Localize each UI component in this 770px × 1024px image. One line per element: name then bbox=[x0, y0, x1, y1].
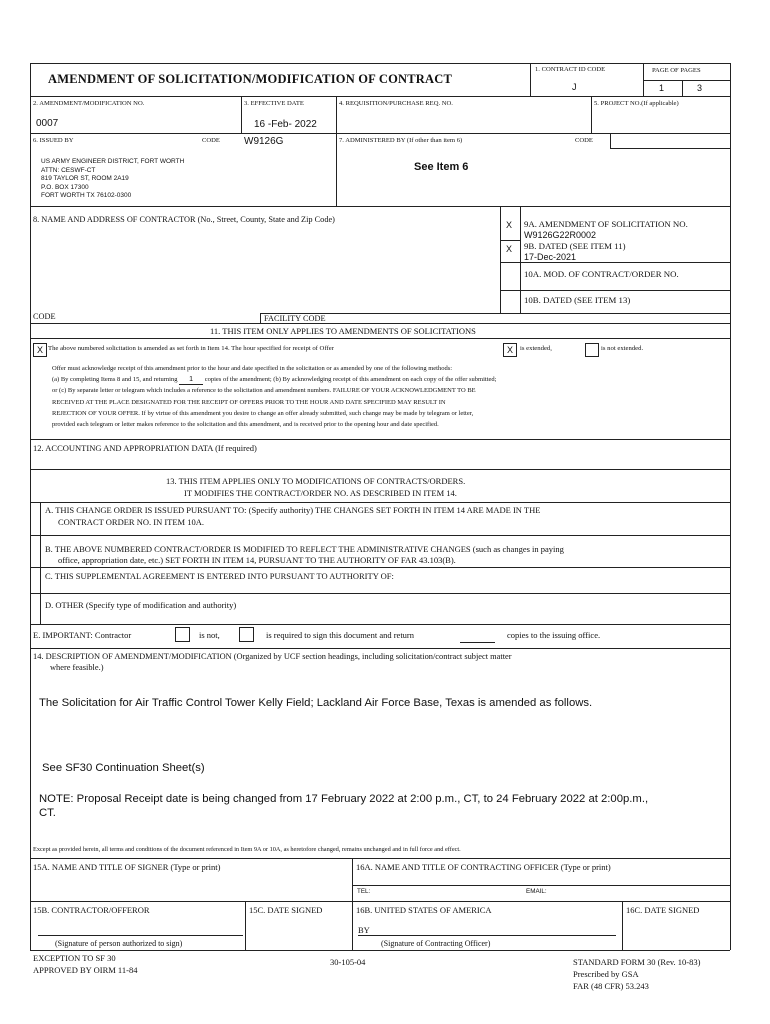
signer-16b-label: 16B. UNITED STATES OF AMERICA bbox=[356, 905, 492, 915]
amendment-no-label: 2. AMENDMENT/MODIFICATION NO. bbox=[33, 100, 145, 107]
effective-date-label: 3. EFFECTIVE DATE bbox=[244, 100, 304, 107]
important-label: E. IMPORTANT: Contractor bbox=[33, 630, 132, 640]
page-number: 1 bbox=[659, 83, 665, 93]
issuer-address bbox=[41, 158, 184, 201]
description-note-2: CT. bbox=[39, 807, 56, 819]
except-clause: Except as provided herein, all terms and conditions of the document referenced in Item 9A or 10A, as heretofore changed, remains unchanged and in full force and effect. bbox=[33, 846, 461, 853]
item-13b-line-2: office, appropriation date, etc.) SET FORTH IN ITEM 14, PURSUANT TO THE AUTHORITY OF FAR 43.103(B). bbox=[58, 555, 456, 565]
issued-code-value: W9126G bbox=[244, 136, 284, 147]
item-9a-label: 9A. AMENDMENT OF SOLICITATION NO. bbox=[524, 219, 688, 229]
item-13d-line: D. OTHER (Specify type of modification and authority) bbox=[45, 600, 237, 610]
instruction-line-copies bbox=[52, 374, 496, 385]
signature-person-caption: (Signature of person authorized to sign) bbox=[55, 939, 183, 948]
tel-label: TEL: bbox=[357, 888, 371, 895]
copies-label: copies to the issuing office. bbox=[507, 630, 601, 640]
amended-checkbox[interactable]: X bbox=[33, 343, 47, 357]
issued-by-label: 6. ISSUED BY bbox=[33, 137, 74, 144]
instruction-line: or (c) By separate letter or telegram which includes a reference to the solicitation and amendment numbers. FAILURE OF YOUR ACKNOWLEDGMENT TO BE bbox=[52, 387, 476, 395]
by-label: BY bbox=[358, 925, 370, 935]
item-10b-label: 10B. DATED (SEE ITEM 13) bbox=[524, 295, 631, 305]
issuer-line: P.O. BOX 17300 bbox=[41, 183, 89, 191]
see-item-6: See Item 6 bbox=[414, 161, 469, 173]
item-14-label-2: where feasible.) bbox=[50, 663, 104, 672]
item-10a-label: 10A. MOD. OF CONTRACT/ORDER NO. bbox=[524, 269, 679, 279]
page-count: 3 bbox=[697, 83, 703, 93]
issuer-line: ATTN: CESWF-CT bbox=[41, 166, 96, 174]
form-title: AMENDMENT OF SOLICITATION/MODIFICATION OF CONTRACT bbox=[48, 72, 453, 86]
signer-15c-label: 15C. DATE SIGNED bbox=[249, 905, 323, 915]
requisition-label: 4. REQUISITION/PURCHASE REQ. NO. bbox=[339, 100, 453, 107]
instruction-text: copies of the amendment; (b) By acknowledging receipt of this amendment on each copy of the offer submitted; bbox=[204, 376, 497, 384]
item-14-label-1: 14. DESCRIPTION OF AMENDMENT/MODIFICATION (Organized by UCF section headings, including solicitation/contract subject matter bbox=[33, 652, 512, 661]
amendment-no-value: 0007 bbox=[36, 118, 59, 129]
amended-text: The above numbered solicitation is amended as set forth in Item 14. The hour specified for receipt of Offer bbox=[48, 345, 334, 352]
not-extended-label: is not extended. bbox=[601, 345, 644, 352]
instruction-line: provided each telegram or letter makes reference to the solicitation and this amendment, and is received prior to the opening hour and date specified. bbox=[52, 421, 439, 429]
facility-code-label: FACILITY CODE bbox=[264, 314, 326, 323]
item-13b-line-1: B. THE ABOVE NUMBERED CONTRACT/ORDER IS MODIFIED TO REFLECT THE ADMINISTRATIVE CHANGES (such as changes in paying bbox=[45, 544, 564, 554]
issuer-line: 819 TAYLOR ST, ROOM 2A19 bbox=[41, 175, 129, 183]
item-9a-value: W9126G22R0002 bbox=[524, 230, 597, 240]
administered-by-label: 7. ADMINISTERED BY (If other than item 6) bbox=[339, 137, 463, 144]
is-not-label: is not, bbox=[199, 630, 220, 640]
issuer-line: US ARMY ENGINEER DISTRICT, FORT WORTH bbox=[41, 158, 185, 165]
contract-id-label: 1. CONTRACT ID CODE bbox=[535, 66, 606, 73]
item-13-heading-2: IT MODIFIES THE CONTRACT/ORDER NO. AS DESCRIBED IN ITEM 14. bbox=[184, 488, 457, 498]
item-12-label: 12. ACCOUNTING AND APPROPRIATION DATA (If required) bbox=[33, 443, 257, 453]
contractor-name-label: 8. NAME AND ADDRESS OF CONTRACTOR (No., Street, County, State and Zip Code) bbox=[33, 215, 335, 224]
far-label: FAR (48 CFR) 53.243 bbox=[573, 981, 649, 991]
prescribed-label: Prescribed by GSA bbox=[573, 969, 639, 979]
copies-field[interactable]: 1 bbox=[179, 376, 203, 385]
issued-code-label: CODE bbox=[202, 137, 220, 144]
instruction-line: RECEIVED AT THE PLACE DESIGNATED FOR THE RECEIPT OF OFFERS PRIOR TO THE HOUR AND DATE SPECIFIED MAY RESULT IN bbox=[52, 398, 446, 406]
item-13-heading-1: 13. THIS ITEM APPLIES ONLY TO MODIFICATIONS OF CONTRACTS/ORDERS. bbox=[166, 476, 466, 486]
signer-15b-label: 15B. CONTRACTOR/OFFEROR bbox=[33, 905, 150, 915]
is-not-checkbox[interactable] bbox=[175, 627, 190, 642]
extended-checkbox[interactable]: X bbox=[503, 343, 517, 357]
exception-note: EXCEPTION TO SF 30 bbox=[33, 953, 116, 963]
instruction-line: REJECTION OF YOUR OFFER. If by virtue of this amendment you desire to change an offer already submitted, such change may be made by telegram or letter, bbox=[52, 409, 474, 417]
form-code: 30-105-04 bbox=[330, 957, 366, 967]
administered-code-label: CODE bbox=[575, 137, 593, 144]
not-extended-checkbox[interactable] bbox=[585, 343, 599, 357]
item-11-heading: 11. THIS ITEM ONLY APPLIES TO AMENDMENTS OF SOLICITATIONS bbox=[210, 326, 476, 336]
signer-16a-label: 16A. NAME AND TITLE OF CONTRACTING OFFICER (Type or print) bbox=[356, 862, 611, 872]
item-9b-value: 17-Dec-2021 bbox=[524, 252, 577, 262]
contractor-code-label: CODE bbox=[33, 312, 56, 321]
signer-15a-label: 15A. NAME AND TITLE OF SIGNER (Type or print) bbox=[33, 862, 221, 872]
item-9b-label: 9B. DATED (SEE ITEM 11) bbox=[524, 241, 626, 251]
approved-note: APPROVED BY OIRM 11-84 bbox=[33, 965, 138, 975]
check-9b: X bbox=[506, 244, 513, 254]
description-body-1: The Solicitation for Air Traffic Control Tower Kelly Field; Lackland Air Force Base, Texas is amended as follows. bbox=[39, 697, 593, 709]
email-label: EMAIL: bbox=[526, 888, 547, 895]
signer-16c-label: 16C. DATE SIGNED bbox=[626, 905, 700, 915]
item-13a-line-1: A. THIS CHANGE ORDER IS ISSUED PURSUANT TO: (Specify authority) THE CHANGES SET FORTH IN ITEM 14 ARE MADE IN THE bbox=[45, 505, 541, 515]
instruction-line: Offer must acknowledge receipt of this amendment prior to the hour and date specified in the solicitation or as amended by one of the following methods: bbox=[52, 365, 453, 372]
contract-id-value: J bbox=[572, 82, 577, 92]
item-11-instructions bbox=[52, 363, 496, 430]
description-note-1: NOTE: Proposal Receipt date is being changed from 17 February 2022 at 2:00 p.m., CT, to 24 February 2022 at 2:00p.m., bbox=[39, 793, 649, 805]
instruction-text: (a) By completing Items 8 and 15, and returning bbox=[52, 376, 178, 384]
extended-label: is extended, bbox=[520, 345, 552, 352]
signature-officer-caption: (Signature of Contracting Officer) bbox=[381, 939, 491, 948]
project-no-label: 5. PROJECT NO.(If applicable) bbox=[594, 100, 679, 107]
item-13c-line: C. THIS SUPPLEMENTAL AGREEMENT IS ENTERED INTO PURSUANT TO AUTHORITY OF: bbox=[45, 571, 394, 581]
issuer-line: FORT WORTH TX 76102-0300 bbox=[41, 192, 132, 200]
check-9a: X bbox=[506, 220, 513, 230]
standard-form-label: STANDARD FORM 30 (Rev. 10-83) bbox=[573, 957, 701, 967]
description-body-2: See SF30 Continuation Sheet(s) bbox=[42, 762, 205, 774]
page-of-pages-label: PAGE OF PAGES bbox=[652, 67, 701, 74]
effective-date-value: 16 -Feb- 2022 bbox=[254, 119, 317, 130]
is-required-checkbox[interactable] bbox=[239, 627, 254, 642]
is-required-label: is required to sign this document and return bbox=[266, 630, 415, 640]
item-13a-line-2: CONTRACT ORDER NO. IN ITEM 10A. bbox=[58, 517, 204, 527]
